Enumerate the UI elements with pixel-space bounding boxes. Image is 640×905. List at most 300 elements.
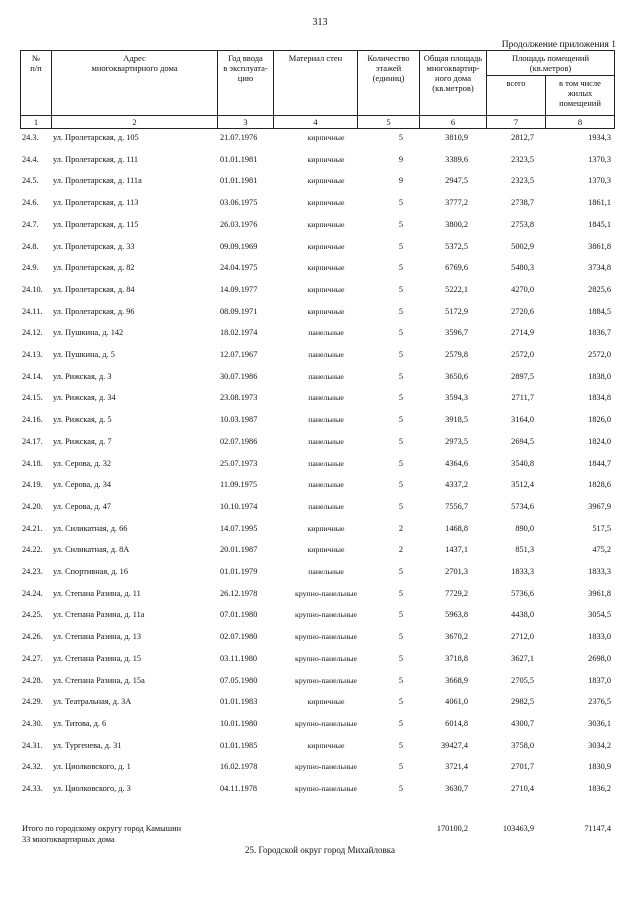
row-address: ул. Пролетарская, д. 82 [53,263,135,273]
row-material: кирпичные [307,306,345,316]
row-all-area: 851,3 [515,545,534,555]
row-address: ул. Серова, д. 34 [53,480,111,490]
table-row [20,523,614,535]
row-address: ул. Пролетарская, д. 96 [53,306,135,316]
row-number: 24.18. [22,458,43,468]
header-no: № п/п [21,51,52,116]
row-living-area: 517,5 [592,523,611,533]
row-material: крупно-панельные [295,784,357,793]
row-year: 26.12.1978 [220,588,258,598]
row-all-area: 4438,0 [511,610,534,620]
row-living-area: 1828,6 [588,480,611,490]
row-living-area: 1824,0 [588,436,611,446]
row-floors: 5 [398,306,403,316]
row-number: 24.12. [22,328,43,338]
row-material: кирпичные [307,284,345,294]
row-living-area: 3734,8 [588,263,611,273]
row-material: панельные [308,415,344,425]
row-material: панельные [308,371,344,381]
row-all-area: 5734,6 [511,501,534,511]
row-all-area: 5480,3 [511,263,534,273]
row-total-area: 5172,9 [445,306,468,316]
row-living-area: 1830,9 [588,762,611,772]
row-year: 03.06.1975 [220,198,258,208]
row-number: 24.22. [22,545,43,555]
row-floors: 9 [398,176,403,186]
row-living-area: 1833,3 [588,567,611,576]
row-year: 23.08.1973 [220,393,258,403]
row-all-area: 2323,5 [511,154,534,164]
totals-all: 103463,9 [502,824,534,833]
row-floors: 2 [398,545,403,555]
row-number: 24.15. [22,393,43,403]
row-floors: 5 [398,415,403,425]
row-material: панельные [308,328,344,338]
row-number: 24.3. [22,133,39,142]
table-row [20,219,614,231]
continuation-note: Продолжение приложения 1 [501,40,616,50]
row-living-area: 3054,5 [588,610,611,620]
row-material: кирпичные [307,219,345,229]
table-row [20,436,614,448]
row-living-area: 3036,1 [588,718,611,728]
row-material: крупно-панельные [295,762,357,772]
row-number: 24.21. [22,523,43,533]
table-row [20,132,614,144]
row-material: панельные [308,393,344,403]
row-living-area: 3034,2 [588,740,611,750]
row-year: 04.11.1978 [220,784,258,793]
row-material: крупно-панельные [295,588,357,598]
table-row [20,761,614,773]
row-total-area: 6769,6 [445,263,468,273]
row-year: 03.11.1980 [220,653,258,663]
row-living-area: 2572,0 [588,350,611,359]
table-row [20,458,614,470]
row-total-area: 7556,7 [445,501,468,511]
row-address: ул. Степана Разина, д. 15а [53,675,145,685]
row-year: 01.01.1979 [220,567,258,576]
table-row [20,392,614,404]
col-num: 4 [274,116,358,129]
table-row [20,653,614,665]
row-number: 24.11. [22,306,43,316]
row-all-area: 2714,9 [511,328,534,338]
row-living-area: 1836,2 [588,784,611,793]
row-floors: 5 [398,284,403,294]
row-total-area: 2973,5 [445,436,468,446]
row-floors: 5 [398,718,403,728]
row-year: 21.07.1976 [220,133,258,142]
totals-count: 33 многоквартирных дома [22,835,115,844]
row-floors: 5 [398,328,403,338]
header-address: Адрес многоквартирного дома [52,51,218,116]
row-all-area: 2720,6 [511,306,534,316]
row-year: 14.07.1995 [220,523,258,533]
row-year: 01.01.1981 [220,176,258,186]
row-all-area: 5002,9 [511,241,534,251]
col-num: 5 [358,116,420,129]
row-floors: 5 [398,762,403,772]
row-all-area: 2812,7 [511,133,534,142]
row-year: 02.07.1980 [220,632,258,642]
row-living-area: 3861,8 [588,241,611,251]
col-num: 8 [546,116,615,129]
table-row [20,241,614,253]
row-total-area: 3630,7 [445,784,468,793]
row-year: 01.01.1985 [220,740,258,750]
row-number: 24.14. [22,371,43,381]
row-floors: 5 [398,350,403,359]
header-living: в том числе жилых помещений [546,76,615,116]
row-material: крупно-панельные [295,675,357,685]
row-number: 24.30. [22,718,43,728]
column-numbers [21,116,615,129]
row-floors: 5 [398,567,403,576]
row-all-area: 2738,7 [511,198,534,208]
row-all-area: 2982,5 [511,697,534,707]
row-material: кирпичные [307,545,345,555]
row-year: 09.09.1969 [220,241,258,251]
row-total-area: 2701,3 [445,567,468,576]
col-num: 2 [52,116,218,129]
row-number: 24.16. [22,415,43,425]
row-year: 08.09.1971 [220,306,258,316]
table-row [20,696,614,708]
row-address: ул. Циолковского, д. 3 [53,784,131,793]
row-all-area: 2323,5 [511,176,534,186]
row-year: 20.01.1987 [220,545,258,555]
row-year: 01.01.1983 [220,697,258,707]
row-address: ул. Силикатная, д. 8А [53,545,130,555]
col-num: 3 [218,116,274,129]
row-address: ул. Степана Разина, д. 15 [53,653,142,663]
row-floors: 5 [398,501,403,511]
row-all-area: 4300,7 [511,718,534,728]
row-number: 24.27. [22,653,43,663]
row-material: кирпичные [307,133,345,142]
table-row [20,588,614,600]
row-total-area: 5372,5 [445,241,468,251]
row-year: 25.07.1973 [220,458,258,468]
row-address: ул. Пролетарская, д. 105 [53,133,139,142]
row-number: 24.5. [22,176,39,186]
row-floors: 5 [398,675,403,685]
row-living-area: 1836,7 [588,328,611,338]
row-material: кирпичные [307,697,345,707]
table-row [20,414,614,426]
row-living-area: 475,2 [592,545,611,555]
row-floors: 5 [398,740,403,750]
row-floors: 5 [398,371,403,381]
row-address: ул. Театральная, д. 3А [53,697,132,707]
row-total-area: 3777,2 [445,198,468,208]
row-living-area: 1833,0 [588,632,611,642]
row-address: ул. Степана Разина, д. 13 [53,632,142,642]
row-all-area: 2897,5 [511,371,534,381]
row-total-area: 6014,8 [445,718,468,728]
row-floors: 5 [398,198,403,208]
row-number: 24.29. [22,697,43,707]
row-floors: 5 [398,219,403,229]
row-total-area: 3721,4 [445,762,468,772]
row-all-area: 5736,6 [511,588,534,598]
row-all-area: 2694,5 [511,436,534,446]
row-address: ул. Пролетарская, д. 111 [53,154,139,164]
row-address: ул. Рижская, д. 7 [53,436,112,446]
row-year: 16.02.1978 [220,762,258,772]
row-living-area: 3967,9 [588,501,611,511]
header-all: всего [487,76,546,116]
row-material: крупно-панельные [295,610,357,620]
row-material: крупно-панельные [295,653,357,663]
row-floors: 5 [398,263,403,273]
row-year: 14.09.1977 [220,284,258,294]
row-number: 24.17. [22,436,43,446]
row-year: 07.05.1980 [220,675,258,685]
row-material: крупно-панельные [295,718,357,728]
row-floors: 5 [398,632,403,642]
row-address: ул. Степана Разина, д. 11а [53,610,145,620]
row-floors: 5 [398,393,403,403]
row-living-area: 1844,7 [588,458,611,468]
row-number: 24.23. [22,567,43,576]
row-total-area: 4061,0 [445,697,468,707]
table-row [20,718,614,730]
row-living-area: 1934,3 [588,133,611,142]
row-floors: 5 [398,697,403,707]
row-material: кирпичные [307,263,345,273]
row-living-area: 2825,6 [588,284,611,294]
row-total-area: 3718,8 [445,653,468,663]
row-material: панельные [308,436,344,446]
row-address: ул. Рижская, д. 3 [53,371,112,381]
row-number: 24.32. [22,762,43,772]
row-number: 24.7. [22,219,39,229]
row-address: ул. Рижская, д. 34 [53,393,116,403]
row-material: кирпичные [307,241,345,251]
row-year: 26.03.1976 [220,219,258,229]
table-row [20,197,614,209]
row-total-area: 3800,2 [445,219,468,229]
row-floors: 9 [398,154,403,164]
totals-label: Итого по городскому округу город Камышин [22,824,182,833]
row-material: кирпичные [307,740,345,750]
row-living-area: 2376,5 [588,697,611,707]
row-floors: 5 [398,436,403,446]
row-total-area: 4337,2 [445,480,468,490]
table-row [20,675,614,687]
table-row [20,349,614,361]
row-address: ул. Силикатная, д. 66 [53,523,128,533]
row-address: ул. Пролетарская, д. 115 [53,219,139,229]
row-living-area: 3961,8 [588,588,611,598]
table-row [20,371,614,383]
row-all-area: 4270,0 [511,284,534,294]
row-material: панельные [308,350,344,359]
table-row [20,306,614,318]
row-address: ул. Серова, д. 47 [53,501,111,511]
row-total-area: 1468,8 [445,523,468,533]
row-number: 24.33. [22,784,43,793]
row-living-area: 1834,8 [588,393,611,403]
row-address: ул. Пролетарская, д. 33 [53,241,135,251]
row-all-area: 3540,8 [511,458,534,468]
row-all-area: 1833,3 [511,567,534,576]
table-row [20,175,614,187]
row-total-area: 3810,9 [445,133,468,142]
row-all-area: 2705,5 [511,675,534,685]
row-number: 24.26. [22,632,43,642]
row-floors: 5 [398,784,403,793]
row-material: панельные [308,458,344,468]
row-address: ул. Пролетарская, д. 113 [53,198,139,208]
row-floors: 5 [398,480,403,490]
row-total-area: 4364,6 [445,458,468,468]
row-total-area: 2947,5 [445,176,468,186]
row-living-area: 1845,1 [588,219,611,229]
row-address: ул. Спортивная, д. 16 [53,567,128,576]
row-floors: 5 [398,653,403,663]
row-total-area: 3918,5 [445,415,468,425]
table-row [20,783,614,795]
row-year: 10.01.1980 [220,718,258,728]
row-floors: 5 [398,610,403,620]
row-total-area: 39427,4 [441,740,468,750]
row-living-area: 1884,5 [588,306,611,316]
row-material: панельные [308,501,344,511]
table-row [20,631,614,643]
row-material: кирпичные [307,523,345,533]
header-premises: Площадь помещений (кв.метров) [487,51,615,76]
table-row [20,609,614,621]
row-all-area: 2701,7 [511,762,534,772]
row-address: ул. Пушкина, д. 142 [53,328,124,338]
row-total-area: 3650,6 [445,371,468,381]
row-number: 24.9. [22,263,39,273]
totals-total-area: 170100,2 [436,824,468,833]
row-material: панельные [308,567,344,576]
row-living-area: 1837,0 [588,675,611,685]
row-living-area: 1826,0 [588,415,611,425]
header-total-area: Общая площадь многоквартир- ного дома (кв.метров) [420,51,487,116]
table-row [20,284,614,296]
row-address: ул. Титова, д. 6 [53,718,107,728]
row-living-area: 2698,0 [588,653,611,663]
row-all-area: 2710,4 [511,784,534,793]
row-number: 24.4. [22,154,39,164]
row-material: кирпичные [307,176,345,186]
col-num: 6 [420,116,487,129]
row-address: ул. Степана Разина, д. 11 [53,588,141,598]
row-address: ул. Тургенева, д. 31 [53,740,122,750]
row-year: 12.07.1967 [220,350,258,359]
row-all-area: 2572,0 [511,350,534,359]
table-row [20,566,614,578]
table-row [20,154,614,166]
row-floors: 2 [398,523,403,533]
row-total-area: 5222,1 [445,284,468,294]
row-all-area: 2753,8 [511,219,534,229]
row-year: 24.04.1975 [220,263,258,273]
header-year: Год ввода в эксплуата- цию [218,51,274,116]
row-year: 11.09.1975 [220,480,258,490]
row-number: 24.10. [22,284,43,294]
row-address: ул. Пролетарская, д. 84 [53,284,135,294]
row-total-area: 3596,7 [445,328,468,338]
row-number: 24.20. [22,501,43,511]
row-all-area: 3627,1 [511,653,534,663]
row-all-area: 3512,4 [511,480,534,490]
row-number: 24.24. [22,588,43,598]
table-row [20,262,614,274]
row-address: ул. Рижская, д. 5 [53,415,112,425]
row-total-area: 1437,1 [445,545,468,555]
table-row [20,740,614,752]
row-year: 10.03.1987 [220,415,258,425]
row-number: 24.25. [22,610,43,620]
page-number: 313 [312,17,328,28]
row-all-area: 3758,0 [511,740,534,750]
row-number: 24.19. [22,480,43,490]
row-living-area: 1838,0 [588,371,611,381]
row-all-area: 3164,0 [511,415,534,425]
row-living-area: 1370,3 [588,176,611,186]
row-total-area: 7729,2 [445,588,468,598]
table-row [20,327,614,339]
row-total-area: 2579,8 [445,350,468,359]
table-row [20,501,614,513]
row-all-area: 2712,0 [511,632,534,642]
row-year: 18.02.1974 [220,328,258,338]
row-number: 24.6. [22,198,39,208]
row-number: 24.31. [22,740,43,750]
row-floors: 5 [398,133,403,142]
row-living-area: 1861,1 [588,198,611,208]
row-year: 02.07.1986 [220,436,258,446]
row-material: крупно-панельные [295,632,357,642]
row-living-area: 1370,3 [588,154,611,164]
row-total-area: 5963,8 [445,610,468,620]
row-number: 24.8. [22,241,39,251]
row-number: 24.13. [22,350,43,359]
row-floors: 5 [398,588,403,598]
row-address: ул. Пушкина, д. 5 [53,350,115,359]
row-year: 10.10.1974 [220,501,258,511]
header-floors: Количество этажей (единиц) [358,51,420,116]
totals-living: 71147,4 [584,824,611,833]
row-material: кирпичные [307,198,345,208]
row-material: кирпичные [307,154,345,164]
col-num: 7 [487,116,546,129]
row-material: панельные [308,480,344,490]
row-address: ул. Серова, д. 32 [53,458,111,468]
table-row [20,544,614,556]
table-row [20,479,614,491]
row-total-area: 3594,3 [445,393,468,403]
row-number: 24.28. [22,675,43,685]
row-year: 30.07.1986 [220,371,258,381]
row-total-area: 3389,6 [445,154,468,164]
row-year: 01.01.1981 [220,154,258,164]
header-material: Материал стен [274,51,358,116]
table-header [20,50,615,129]
row-year: 07.01.1980 [220,610,258,620]
row-floors: 5 [398,458,403,468]
row-all-area: 2711,7 [511,393,534,403]
row-floors: 5 [398,241,403,251]
row-all-area: 890,0 [515,523,534,533]
